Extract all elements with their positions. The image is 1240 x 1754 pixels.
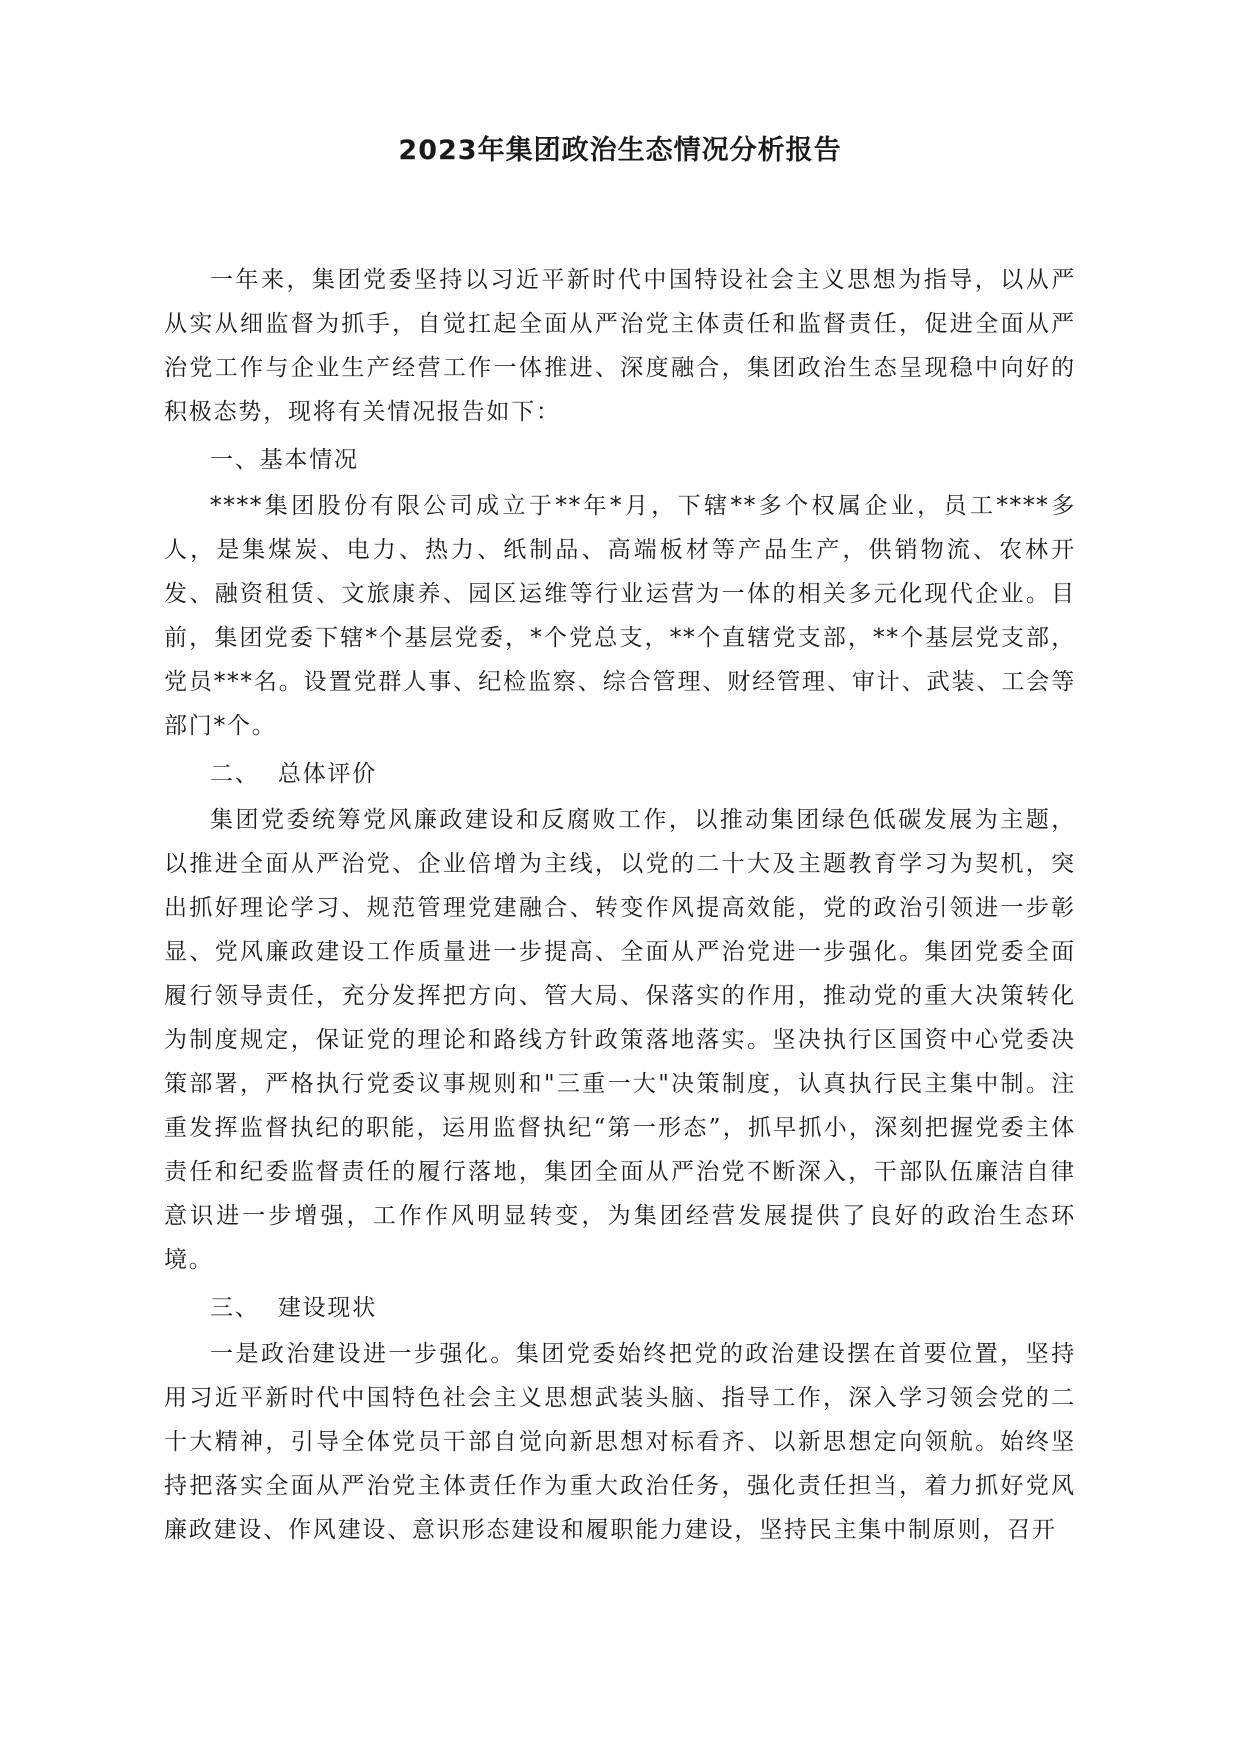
- construction-status-paragraph: 一是政治建设进一步强化。集团党委始终把党的政治建设摆在首要位置，坚持用习近平新时代中国特色社会主义思想武装头脑、指导工作，深入学习领会党的二十大精神，引导全体党员干部自觉向新思想对标看齐、以新思想定向领航。始终坚持把落实全面从严治党主体责任作为重大政治任务，强化责任担当，着力抓好党风廉政建设、作风建设、意识形态建设和履职能力建设，坚持民主集中制原则，召开: [164, 1341, 1076, 1543]
- basic-info-paragraph: ****集团股份有限公司成立于**年*月，下辖**多个权属企业，员工****多人，是集煤炭、电力、热力、纸制品、高端板材等产品生产，供销物流、农林开发、融资租赁、文旅康养、园区运维等行业运营为一体的相关多元化现代企业。目前，集团党委下辖*个基层党委，*个党总支，**个直辖党支部，**个基层党支部，党员***名。设置党群人事、纪检监察、综合管理、财经管理、审计、武装、工会等部门*个。: [164, 493, 1076, 739]
- section-heading-construction-status: 三、 建设现状: [210, 1295, 378, 1321]
- section-heading-overall-evaluation: 二、 总体评价: [210, 761, 378, 787]
- intro-paragraph: 一年来，集团党委坚持以习近平新时代中国特设社会主义思想为指导，以从严从实从细监督为抓手，自觉扛起全面从严治党主体责任和监督责任，促进全面从严治党工作与企业生产经营工作一体推进、深度融合，集团政治生态呈现稳中向好的积极态势，现将有关情况报告如下：: [164, 267, 1076, 425]
- overall-evaluation-paragraph: 集团党委统筹党风廉政建设和反腐败工作，以推动集团绿色低碳发展为主题，以推进全面从严治党、企业倍增为主线，以党的二十大及主题教育学习为契机，突出抓好理论学习、规范管理党建融合、转变作风提高效能，党的政治引领进一步彰显、党风廉政建设工作质量进一步提高、全面从严治党进一步强化。集团党委全面履行领导责任，充分发挥把方向、管大局、保落实的作用，推动党的重大决策转化为制度规定，保证党的理论和路线方针政策落地落实。坚决执行区国资中心党委决策部署，严格执行党委议事规则和"三重一大"决策制度，认真执行民主集中制。注重发挥监督执纪的职能，运用监督执纪“第一形态”，抓早抓小，深刻把握党委主体责任和纪委监督责任的履行落地，集团全面从严治党不断深入，干部队伍廉洁自律意识进一步增强，工作作风明显转变，为集团经营发展提供了良好的政治生态环境。: [164, 807, 1076, 1273]
- document-body: [164, 258, 1076, 1552]
- section-heading-basic-info: 一、基本情况: [210, 447, 359, 473]
- document-title: 2023年集团政治生态情况分析报告: [398, 135, 842, 166]
